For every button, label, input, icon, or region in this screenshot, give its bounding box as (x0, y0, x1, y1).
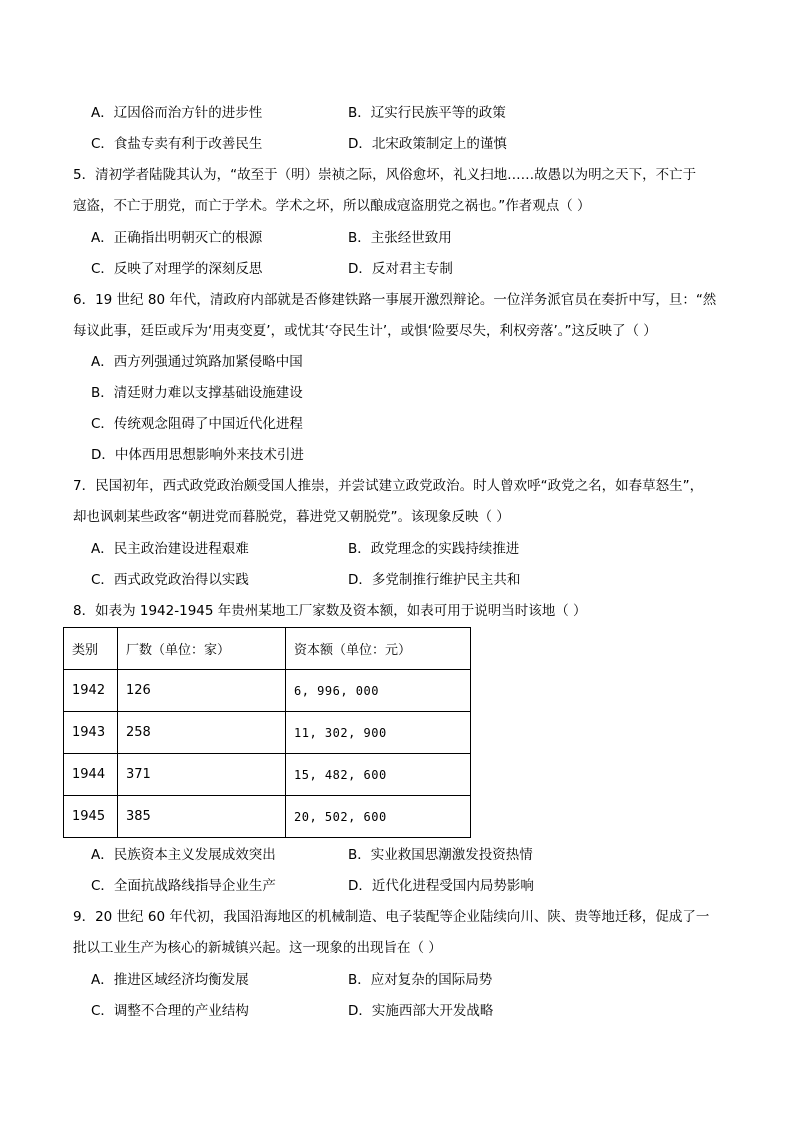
table-cell-year: 1942 (64, 670, 118, 712)
table-cell-capital: 15, 482, 600 (286, 754, 471, 796)
factory-capital-table (63, 627, 471, 838)
q4-option-c[interactable]: C．食盐专卖有利于改善民生 (91, 136, 263, 152)
q5-option-d[interactable]: D．反对君主专制 (348, 261, 453, 277)
table-row (64, 754, 471, 796)
q9-option-a[interactable]: A．推进区域经济均衡发展 (91, 972, 249, 988)
table-cell-factories: 371 (118, 754, 286, 796)
table-cell-capital: 6, 996, 000 (286, 670, 471, 712)
q9-stem-line-1: 9．20 世纪 60 年代初，我国沿海地区的机械制造、电子装配等企业陆续向川、陕、贵等地迁移，促成了一 (73, 909, 710, 925)
q9-option-c[interactable]: C．调整不合理的产业结构 (91, 1003, 249, 1019)
table-header-cell: 资本额（单位：元） (286, 628, 471, 670)
table-cell-year: 1944 (64, 754, 118, 796)
table-row (64, 796, 471, 838)
q5-stem-line-1: 5．清初学者陆陇其认为，“故至于（明）崇祯之际，风俗愈坏，礼义扫地……故愚以为明之天下，不亡于 (73, 167, 697, 183)
q7-option-c[interactable]: C．西式政党政治得以实践 (91, 572, 249, 588)
q7-stem-line-2: 却也讽刺某些政客“朝进党而暮脱党，暮进党又朝脱党”。该现象反映（ ） (73, 509, 510, 525)
q8-option-a[interactable]: A．民族资本主义发展成效突出 (91, 847, 276, 863)
table-cell-factories: 258 (118, 712, 286, 754)
q9-option-d[interactable]: D．实施西部大开发战略 (348, 1003, 494, 1019)
q5-option-b[interactable]: B．主张经世致用 (348, 230, 452, 246)
q8-option-d[interactable]: D．近代化进程受国内局势影响 (348, 878, 534, 894)
q4-option-b[interactable]: B．辽实行民族平等的政策 (348, 105, 506, 121)
q6-stem-line-1: 6．19 世纪 80 年代，清政府内部就是否修建铁路一事展开激烈辩论。一位洋务派官员在奏折中写，旦：“然 (73, 292, 717, 308)
table-header-cell: 类别 (64, 628, 118, 670)
q6-option-b[interactable]: B．清廷财力难以支撑基础设施建设 (91, 385, 303, 401)
q6-stem-line-2: 每议此事，廷臣或斥为‘用夷变夏’，或忧其‘夺民生计’，或惧‘险要尽失，利权旁落’。”这反映了（ ） (73, 323, 657, 339)
table-cell-factories: 385 (118, 796, 286, 838)
q5-stem-line-2: 寇盗，不亡于朋党，而亡于学术。学术之坏，所以酿成寇盗朋党之祸也。”作者观点（ ） (73, 198, 591, 214)
table-row (64, 670, 471, 712)
q5-option-c[interactable]: C．反映了对理学的深刻反思 (91, 261, 263, 277)
table-cell-capital: 20, 502, 600 (286, 796, 471, 838)
q4-option-a[interactable]: A．辽因俗而治方针的进步性 (91, 105, 263, 121)
table-cell-capital: 11, 302, 900 (286, 712, 471, 754)
q7-option-b[interactable]: B．政党理念的实践持续推进 (348, 541, 520, 557)
table-cell-year: 1945 (64, 796, 118, 838)
table-cell-year: 1943 (64, 712, 118, 754)
table-header-cell: 厂数（单位：家） (118, 628, 286, 670)
q6-option-d[interactable]: D．中体西用思想影响外来技术引进 (91, 447, 304, 463)
q7-option-a[interactable]: A．民主政治建设进程艰难 (91, 541, 249, 557)
q5-option-a[interactable]: A．正确指出明朝灭亡的根源 (91, 230, 263, 246)
q8-option-b[interactable]: B．实业救国思潮激发投资热情 (348, 847, 533, 863)
q7-option-d[interactable]: D．多党制推行维护民主共和 (348, 572, 521, 588)
q9-option-b[interactable]: B．应对复杂的国际局势 (348, 972, 493, 988)
table-cell-factories: 126 (118, 670, 286, 712)
q8-stem: 8．如表为 1942-1945 年贵州某地工厂家数及资本额，如表可用于说明当时该地（ ） (73, 603, 587, 619)
table-header-row (64, 628, 471, 670)
q9-stem-line-2: 批以工业生产为核心的新城镇兴起。这一现象的出现旨在（ ） (73, 940, 442, 956)
q7-stem-line-1: 7．民国初年，西式政党政治颇受国人推崇，并尝试建立政党政治。时人曾欢呼“政党之名，如春草怒生”， (73, 478, 704, 494)
q8-option-c[interactable]: C．全面抗战路线指导企业生产 (91, 878, 276, 894)
q6-option-a[interactable]: A．西方列强通过筑路加紧侵略中国 (91, 354, 303, 370)
q4-option-d[interactable]: D．北宋政策制定上的谨慎 (348, 136, 507, 152)
table-row (64, 712, 471, 754)
q6-option-c[interactable]: C．传统观念阻碍了中国近代化进程 (91, 416, 303, 432)
